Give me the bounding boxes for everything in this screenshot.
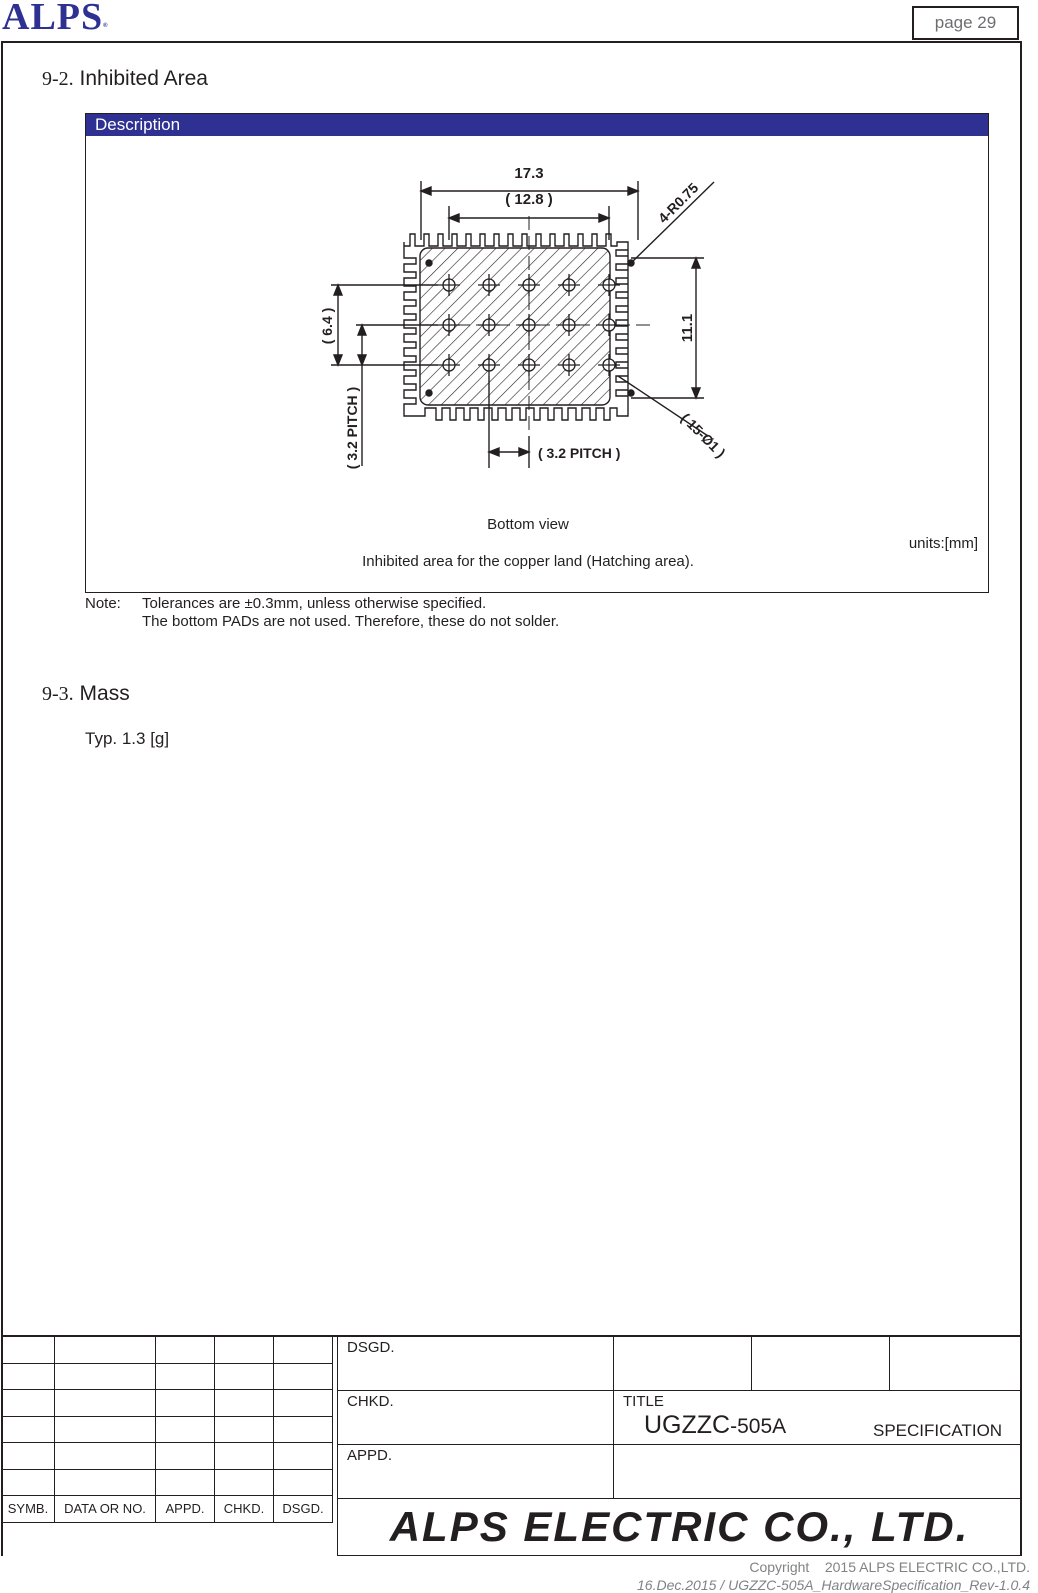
note-pads: The bottom PADs are not used. Therefore, these do not solder. <box>142 613 560 630</box>
page-number: page 29 <box>912 6 1019 40</box>
rev-header-chkd: CHKD. <box>215 1496 274 1523</box>
dim-corner-radius: 4-R0.75 <box>654 179 702 227</box>
document-reference: 16.Dec.2015 / UGZZC-505A_HardwareSpecification_Rev-1.0.4 <box>637 1577 1030 1593</box>
title-label: TITLE <box>623 1393 664 1410</box>
dim-holes: ( 15-Ø1 ) <box>677 409 729 461</box>
section-9-3-heading: 9-3. Mass <box>42 682 130 705</box>
note-tolerance: Tolerances are ±0.3mm, unless otherwise specified. <box>142 595 487 612</box>
appd-label: APPD. <box>347 1447 393 1464</box>
dim-6-4: ( 6.4 ) <box>319 307 335 345</box>
rev-header-appd: APPD. <box>156 1496 215 1523</box>
dim-pitch-horizontal: ( 3.2 PITCH ) <box>538 445 621 461</box>
copyright-line: Copyright 2015 ALPS ELECTRIC CO.,LTD. <box>749 1559 1030 1575</box>
dim-pitch-vertical: ( 3.2 PITCH ) <box>344 386 360 470</box>
dsgd-label: DSGD. <box>347 1339 395 1356</box>
model-number: UGZZC-505A <box>644 1411 787 1439</box>
company-name: ALPS ELECTRIC CO., LTD. <box>389 1503 970 1550</box>
units-label: units:[mm] <box>908 535 978 552</box>
description-box <box>85 113 989 593</box>
rev-header-data: DATA OR NO. <box>55 1496 156 1523</box>
revision-table <box>1 1336 333 1523</box>
mass-value: Typ. 1.3 [g] <box>85 729 170 748</box>
dim-11-1: 11.1 <box>679 313 696 343</box>
section-9-2-heading: 9-2. Inhibited Area <box>42 67 208 90</box>
alps-logo: ALPS® <box>2 0 108 38</box>
rev-header-dsgd: DSGD. <box>274 1496 333 1523</box>
note-label: Note: <box>85 595 121 612</box>
caption: Inhibited area for the copper land (Hatching area). <box>362 553 694 570</box>
spec-label: SPECIFICATION <box>873 1421 1003 1440</box>
dim-17-3: 17.3 <box>514 165 544 182</box>
chkd-label: CHKD. <box>347 1393 394 1410</box>
description-header: Description <box>86 114 988 136</box>
bottom-view-label: Bottom view <box>487 516 569 533</box>
rev-header-symb: SYMB. <box>2 1496 55 1523</box>
dim-12-8: ( 12.8 ) <box>505 191 553 208</box>
